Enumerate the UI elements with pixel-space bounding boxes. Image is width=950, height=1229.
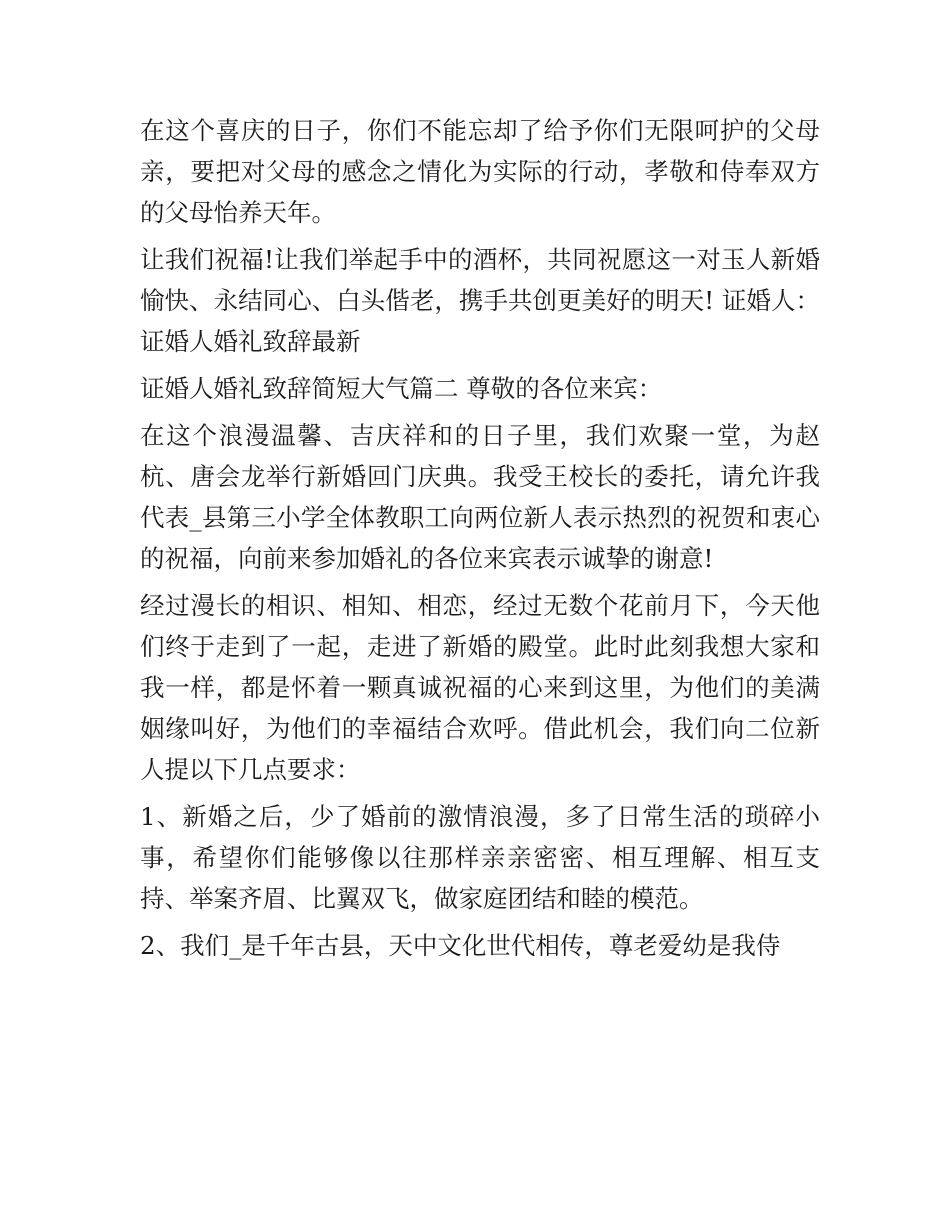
paragraph-toast: 让我们祝福!让我们举起手中的酒杯，共同祝愿这一对玉人新婚愉快、永结同心、白头偕老，携手共创更美好的明天! 证婚人： 证婚人婚礼致辞最新: [140, 245, 820, 356]
document-page: [140, 110, 820, 972]
paragraph-section-heading: 证婚人婚礼致辞简短大气篇二 尊敬的各位来宾：: [140, 374, 663, 403]
paragraph-request-2: 2、我们_是千年古县，天中文化世代相传，尊老爱幼是我侍: [140, 931, 781, 960]
paragraph-parents: 在这个喜庆的日子，你们不能忘却了给予你们无限呵护的父母亲，要把对父母的感念之情化为实际的行动，孝敬和侍奉双方的父母怡养天年。: [140, 116, 820, 227]
paragraph-wedding-hall: 经过漫长的相识、相知、相恋，经过无数个花前月下，今天他们终于走到了一起，走进了新婚的殿堂。此时此刻我想大家和我一样，都是怀着一颗真诚祝福的心来到这里，为他们的美满姻缘叫好，为他们的幸福结合欢呼。借此机会，我们向二位新人提以下几点要求：: [140, 591, 820, 784]
paragraph-welcome: 在这个浪漫温馨、吉庆祥和的日子里，我们欢聚一堂，为赵杭、唐会龙举行新婚回门庆典。我受王校长的委托，请允许我代表_县第三小学全体教职工向两位新人表示热烈的祝贺和衷心的祝福，向前来参加婚礼的各位来宾表示诚挚的谢意!: [140, 421, 820, 573]
paragraph-request-1: 1、新婚之后，少了婚前的激情浪漫，多了日常生活的琐碎小事，希望你们能够像以往那样亲亲密密、相互理解、相互支持、举案齐眉、比翼双飞，做家庭团结和睦的模范。: [140, 802, 820, 913]
